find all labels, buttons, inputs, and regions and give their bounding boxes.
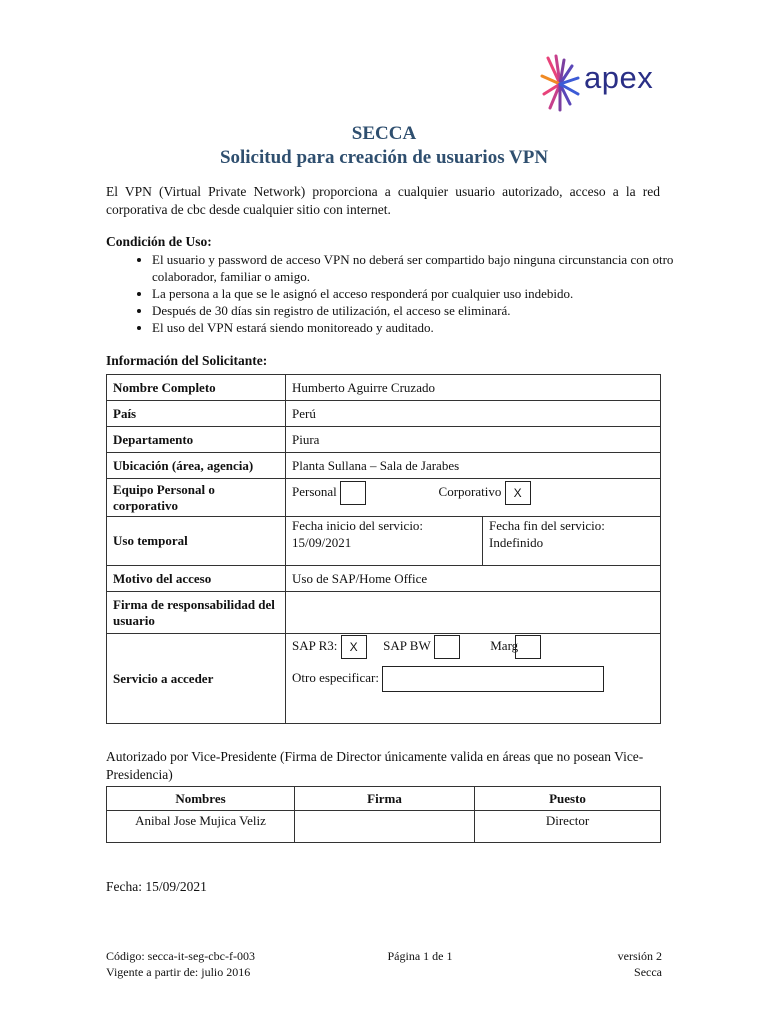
sap-r3-label: SAP R3: [292, 638, 338, 653]
country-value[interactable]: Perú [286, 401, 661, 427]
footer-code: Código: secca-it-seg-cbc-f-003 [106, 949, 255, 963]
authorizer-signature[interactable] [295, 811, 475, 843]
start-date-label: Fecha inicio del servicio: [292, 518, 424, 533]
service-cell [286, 634, 661, 724]
condition-item: • El usuario y password de acceso VPN no deberá ser compartido bajo ninguna circunstancia con otro colaborador, familiar o amigo. [152, 251, 708, 285]
other-input[interactable] [382, 666, 604, 692]
corporativo-checkbox[interactable]: X [505, 481, 531, 505]
marg-checkbox[interactable] [515, 635, 541, 659]
footer-right [618, 948, 662, 980]
table-row [107, 517, 661, 566]
row-label: Servicio a acceder [107, 634, 286, 724]
row-label: Motivo del acceso [107, 566, 286, 592]
table-row [107, 427, 661, 453]
header-names: Nombres [107, 787, 295, 811]
applicant-table [106, 374, 661, 724]
marg-label: Marg [490, 638, 519, 653]
sap-r3-checkbox[interactable]: X [341, 635, 367, 659]
table-row [107, 811, 661, 843]
end-date-value: Indefinido [489, 535, 544, 550]
department-value[interactable]: Piura [286, 427, 661, 453]
row-label: Nombre Completo [107, 375, 286, 401]
row-label: Ubicación (área, agencia) [107, 453, 286, 479]
sap-bw-checkbox[interactable] [434, 635, 460, 659]
condition-heading: Condición de Uso: [106, 234, 212, 249]
end-date-label: Fecha fin del servicio: [489, 518, 605, 533]
header-position: Puesto [475, 787, 661, 811]
authorizer-position[interactable]: Director [475, 811, 661, 843]
authorization-table [106, 786, 661, 843]
footer-valid-from: Vigente a partir de: julio 2016 [106, 965, 251, 979]
document-subtitle: Solicitud para creación de usuarios VPN [219, 147, 549, 168]
row-label: Uso temporal [107, 517, 286, 566]
table-header-row [107, 787, 661, 811]
signature-field[interactable] [286, 592, 661, 634]
footer-page: Página 1 de 1 [387, 949, 453, 963]
full-name-value[interactable]: Humberto Aguirre Cruzado [286, 375, 661, 401]
table-row [107, 375, 661, 401]
row-label: País [107, 401, 286, 427]
footer-version: versión 2 [617, 949, 662, 963]
condition-item: • Después de 30 días sin registro de utilización, el acceso se eliminará. [152, 302, 708, 319]
intro-paragraph: El VPN (Virtual Private Network) proporciona a cualquier usuario autorizado, acceso a la red corporativa de cbc desde cualquier sitio con internet. [106, 184, 660, 217]
row-label: Firma de responsabilidad del usuario [107, 592, 286, 634]
logo-text: apex [584, 60, 654, 95]
corporativo-label: Corporativo [438, 483, 502, 499]
condition-item: • El uso del VPN estará siendo monitoreado y auditado. [152, 319, 708, 336]
header-signature: Firma [295, 787, 475, 811]
equipment-cell [286, 479, 661, 517]
sap-bw-label: SAP BW [383, 638, 431, 653]
location-value[interactable]: Planta Sullana – Sala de Jarabes [286, 453, 661, 479]
table-row [107, 592, 661, 634]
start-date-value: 15/09/2021 [292, 535, 352, 550]
table-row [107, 401, 661, 427]
applicant-heading: Información del Solicitante: [106, 353, 268, 368]
table-row [107, 479, 661, 517]
authorizer-name[interactable]: Anibal Jose Mujica Veliz [107, 811, 295, 843]
other-label: Otro especificar: [292, 669, 379, 685]
footer-secca: Secca [634, 965, 662, 979]
start-date-cell[interactable] [286, 517, 483, 566]
end-date-cell[interactable] [483, 517, 661, 566]
table-row [107, 566, 661, 592]
apex-starburst-icon [540, 54, 584, 112]
personal-label: Personal [292, 483, 337, 499]
reason-value[interactable]: Uso de SAP/Home Office [286, 566, 661, 592]
table-row [107, 634, 661, 724]
personal-checkbox[interactable] [340, 481, 366, 505]
authorization-text: Autorizado por Vice-Presidente (Firma de Director únicamente valida en áreas que no posean Vice-Presidencia) [106, 749, 644, 782]
apex-logo [540, 54, 652, 112]
condition-list [106, 251, 708, 336]
table-row [107, 453, 661, 479]
date-line: Fecha: 15/09/2021 [106, 879, 207, 894]
condition-item: • La persona a la que se le asignó el acceso responderá por cualquier uso indebido. [152, 285, 708, 302]
document-title: SECCA [351, 123, 417, 144]
row-label: Equipo Personal o corporativo [107, 479, 286, 517]
row-label: Departamento [107, 427, 286, 453]
